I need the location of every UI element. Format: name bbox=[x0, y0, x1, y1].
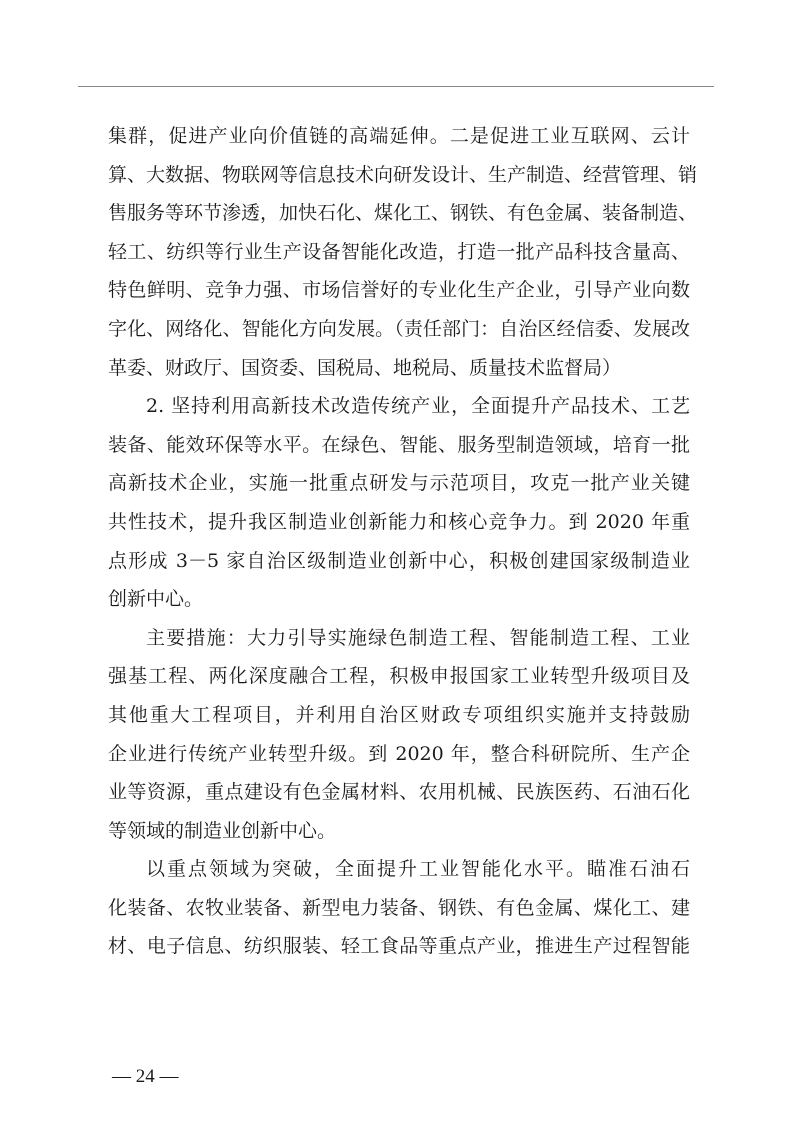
text-line: 点形成 3－5 家自治区级制造业创新中心，积极创建国家级制造业 bbox=[108, 549, 690, 572]
paragraph bbox=[108, 619, 690, 851]
text-line: 化装备、农牧业装备、新型电力装备、钢铁、有色金属、煤化工、建 bbox=[108, 896, 690, 919]
paragraph bbox=[108, 850, 690, 966]
page-number: — 24 — bbox=[112, 1066, 179, 1087]
paragraph bbox=[108, 387, 690, 619]
text-line: 2. 坚持利用高新技术改造传统产业，全面提升产品技术、工艺 bbox=[146, 395, 690, 418]
text-line: 售服务等环节渗透，加快石化、煤化工、钢铁、有色金属、装备制造、 bbox=[108, 202, 698, 225]
text-line: 等领域的制造业创新中心。 bbox=[108, 819, 337, 842]
text-line: 高新技术企业，实施一批重点研发与示范项目，攻克一批产业关键 bbox=[108, 472, 690, 495]
text-line: 业等资源，重点建设有色金属材料、农用机械、民族医药、石油石化 bbox=[108, 781, 690, 804]
header-rule bbox=[78, 86, 714, 87]
text-line: 字化、网络化、智能化方向发展。（责任部门：自治区经信委、发展改 bbox=[108, 317, 690, 340]
text-line: 材、电子信息、纺织服装、轻工食品等重点产业，推进生产过程智能 bbox=[108, 935, 690, 958]
text-line: 强基工程、两化深度融合工程，积极申报国家工业转型升级项目及 bbox=[108, 665, 690, 688]
paragraph bbox=[108, 117, 698, 387]
text-line: 以重点领域为突破，全面提升工业智能化水平。瞄准石油石 bbox=[146, 858, 690, 881]
text-line: 革委、财政厅、国资委、国税局、地税局、质量技术监督局） bbox=[108, 356, 622, 379]
text-line: 装备、能效环保等水平。在绿色、智能、服务型制造领域，培育一批 bbox=[108, 433, 690, 456]
document-body bbox=[108, 117, 698, 966]
text-line: 集群，促进产业向价值链的高端延伸。二是促进工业互联网、云计 bbox=[108, 125, 690, 147]
text-line: 主要措施：大力引导实施绿色制造工程、智能制造工程、工业 bbox=[146, 626, 690, 649]
text-line: 算、大数据、物联网等信息技术向研发设计、生产制造、经营管理、销 bbox=[108, 163, 698, 186]
text-line: 企业进行传统产业转型升级。到 2020 年，整合科研院所、生产企 bbox=[108, 742, 690, 765]
text-line: 其他重大工程项目，并利用自治区财政专项组织实施并支持鼓励 bbox=[108, 703, 690, 726]
text-line: 轻工、纺织等行业生产设备智能化改造，打造一批产品科技含量高、 bbox=[108, 240, 690, 263]
text-line: 共性技术，提升我区制造业创新能力和核心竞争力。到 2020 年重 bbox=[108, 510, 690, 533]
text-line: 创新中心。 bbox=[108, 588, 204, 611]
text-line: 特色鲜明、竞争力强、市场信誉好的专业化生产企业，引导产业向数 bbox=[108, 279, 690, 302]
